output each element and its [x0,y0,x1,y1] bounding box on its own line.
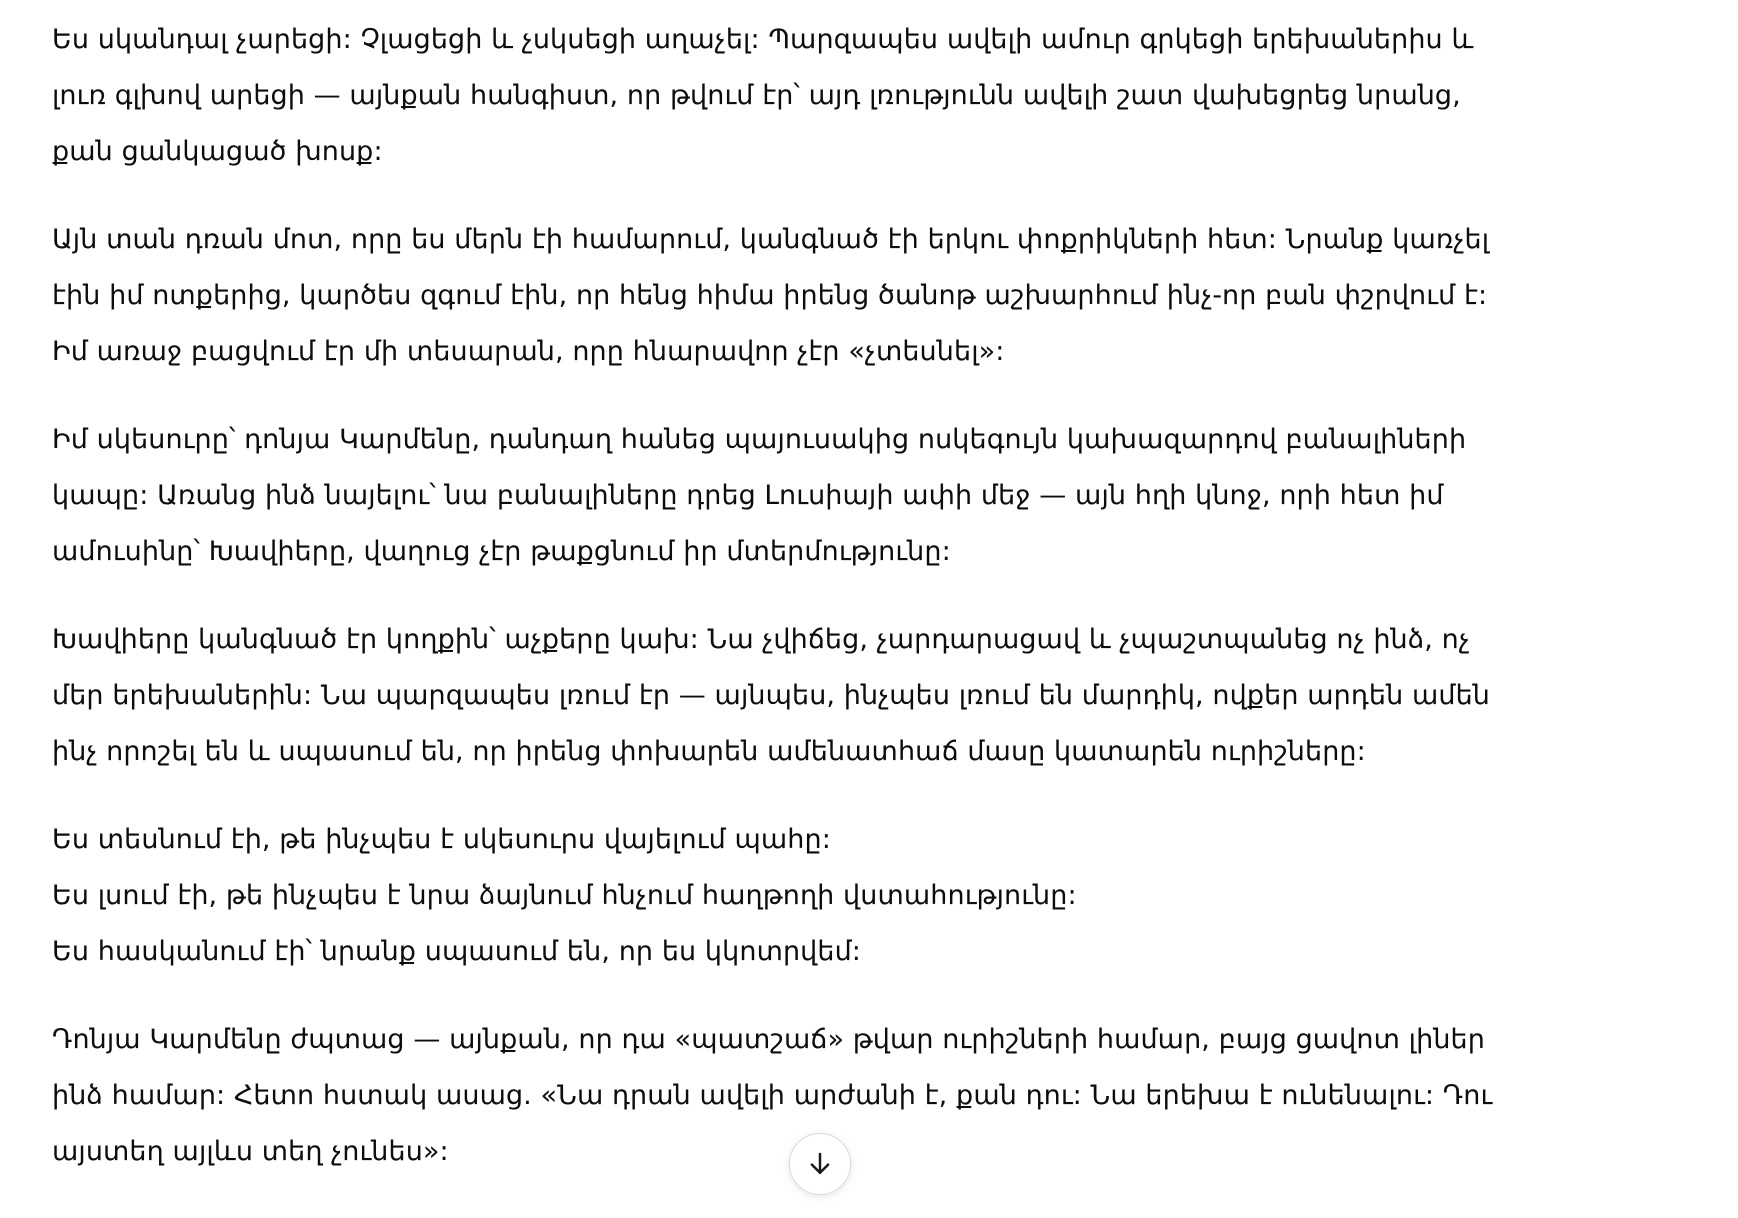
message-paragraph [52,212,1572,380]
paragraph-line: կապը: Առանց ինձ նայելու՝ նա բանալիները դրեց Լուսիայի ափի մեջ — այն հղի կնոջ, որի հետ իմ [52,480,1444,511]
paragraph-line: ամուսինը՝ Խավիերը, վաղուց չէր թաքցնում իր մտերմությունը: [52,536,951,567]
paragraph-line: Դոնյա Կարմենը ժպտաց — այնքան, որ դա «պատշաճ» թվար ուրիշների համար, բայց ցավոտ լիներ [52,1024,1485,1055]
message-paragraph [52,612,1572,780]
paragraph-line: Իմ առաջ բացվում էր մի տեսարան, որը հնարավոր չէր «չտեսնել»: [52,336,1005,367]
paragraph-line: ինչ որոշել են և սպասում են, որ իրենց փոխարեն ամենատհաճ մասը կատարեն ուրիշները: [52,736,1366,767]
paragraph-line: այստեղ այլևս տեղ չունես»: [52,1136,449,1167]
paragraph-line: Իմ սկեսուրը՝ դոնյա Կարմենը, դանդաղ հանեց պայուսակից ոսկեգույն կախազարդով բանալիների [52,424,1467,455]
paragraph-line: քան ցանկացած խոսք: [52,136,383,167]
paragraph-line: լուռ գլխով արեցի — այնքան հանգիստ, որ թվում էր՝ այդ լռությունն ավելի շատ վախեցրեց նրանց, [52,80,1461,111]
message-paragraph [52,812,1572,980]
paragraph-line: Այն տան դռան մոտ, որը ես մերն էի համարում, կանգնած էի երկու փոքրիկների հետ: Նրանք կառչել [52,224,1490,255]
message-paragraph [52,12,1572,180]
message-paragraph [52,412,1572,580]
scroll-to-bottom-button[interactable] [789,1133,851,1195]
paragraph-line: Ես լսում էի, թե ինչպես է նրա ձայնում հնչում հաղթողի վստահությունը: [52,880,1077,911]
paragraph-line: Ես տեսնում էի, թե ինչպես է սկեսուրս վայելում պահը: [52,824,831,855]
paragraph-line: Խավիերը կանգնած էր կողքին՝ աչքերը կախ: Նա չվիճեց, չարդարացավ և չպաշտպանեց ոչ ինձ, ոչ [52,624,1470,655]
paragraph-line: ինձ համար: Հետո հստակ ասաց. «Նա դրան ավելի արժանի է, քան դու: Նա երեխա է ունենալու: Դու [52,1080,1493,1111]
paragraph-line: Ես սկանդալ չարեցի: Չլացեցի և չսկսեցի աղաչել: Պարզապես ավելի ամուր գրկեցի երեխաներիս և [52,24,1474,55]
paragraph-line: Ես հասկանում էի՝ նրանք սպասում են, որ ես կկոտրվեմ: [52,936,862,967]
chat-message [52,12,1572,1212]
arrow-down-icon [805,1149,835,1179]
paragraph-line: մեր երեխաներին: Նա պարզապես լռում էր — այնպես, ինչպես լռում են մարդիկ, ովքեր արդեն ամեն [52,680,1490,711]
paragraph-line: էին իմ ոտքերից, կարծես զգում էին, որ հենց հիմա իրենց ծանոթ աշխարհում ինչ-որ բան փշրվում է: [52,280,1488,311]
